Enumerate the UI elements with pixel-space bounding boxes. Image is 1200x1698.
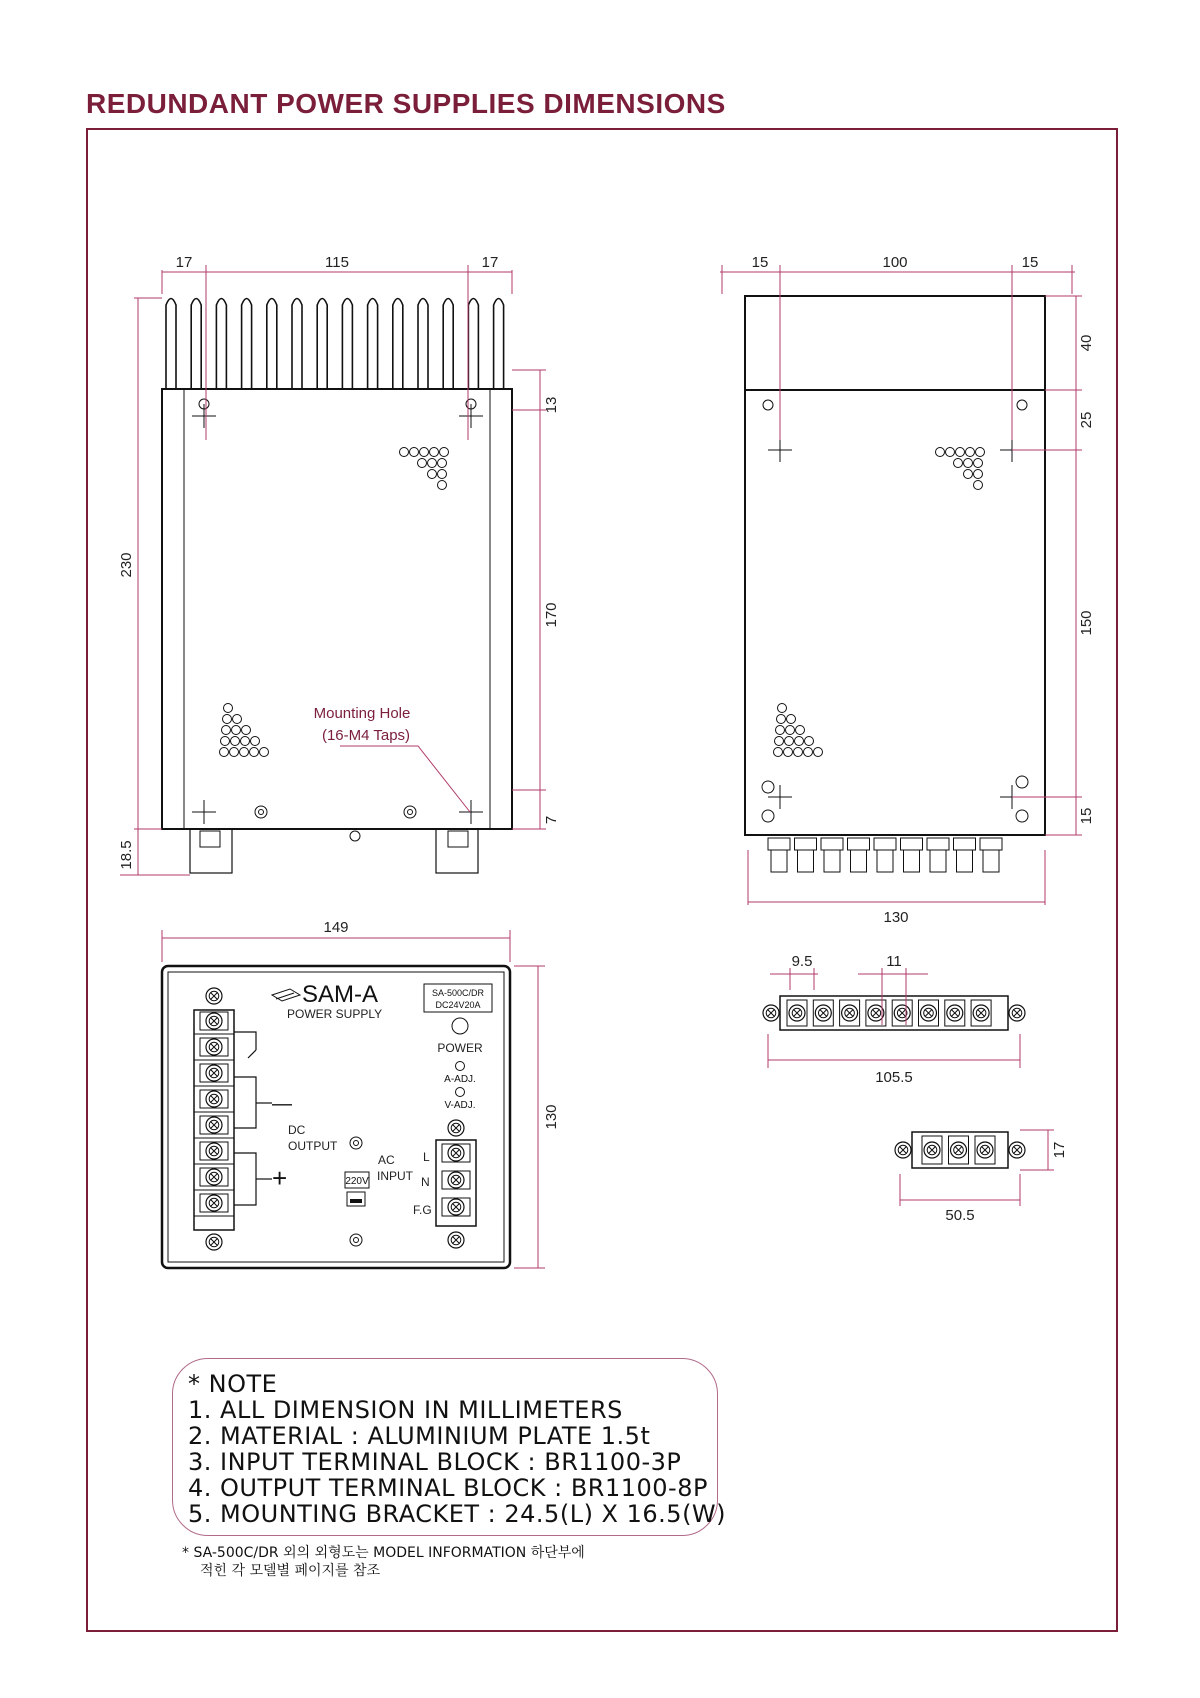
brand-subtitle: POWER SUPPLY (287, 1007, 383, 1021)
terminal-l-label: L (423, 1150, 430, 1164)
dc-output-terminal-block (194, 988, 234, 1250)
footnote-line-2: 적힌 각 모델별 페이지를 참조 (200, 1563, 381, 1579)
side-view (720, 254, 1095, 926)
dim-17-terminal: 17 (1051, 1141, 1068, 1159)
model-label: SA-500C/DR (431, 988, 485, 998)
dim-40: 40 (1078, 334, 1095, 352)
dim-15-left: 15 (751, 254, 769, 271)
terminal-block-3p (895, 1130, 1068, 1224)
dim-11: 11 (886, 953, 902, 970)
page-title: REDUNDANT POWER SUPPLIES DIMENSIONS (86, 88, 726, 119)
power-label: POWER (437, 1041, 483, 1055)
brand-name: SAM-A (302, 981, 379, 1008)
side-terminal-block (768, 838, 1002, 872)
terminal-n-label: N (421, 1175, 430, 1189)
heatsink-fins (166, 299, 504, 390)
terminal-block-8p (763, 953, 1025, 1086)
front-view (118, 254, 560, 875)
panel-view (162, 919, 560, 1268)
dim-9-5: 9.5 (791, 953, 813, 970)
dim-100: 100 (882, 254, 908, 271)
plus-sign: + (272, 1163, 288, 1193)
side-dimensions (720, 265, 1082, 905)
note-item-1: 1. ALL DIMENSION IN MILLIMETERS (188, 1396, 623, 1424)
dim-50-5: 50.5 (945, 1207, 975, 1224)
side-vent-holes (774, 448, 985, 757)
v-adj-pot-icon[interactable] (456, 1088, 465, 1097)
footnote-line-1: * SA-500C/DR 외의 외형도는 MODEL INFORMATION 하단부에 (182, 1545, 585, 1561)
ac-label: AC (378, 1153, 395, 1167)
dim-130-side: 130 (883, 909, 909, 926)
note-item-3: 3. INPUT TERMINAL BLOCK : BR1100-3P (188, 1448, 682, 1476)
dim-18-5: 18.5 (118, 840, 135, 870)
dim-7: 7 (543, 815, 560, 825)
dim-130-panel: 130 (543, 1104, 560, 1130)
v-adj-label: V-ADJ. (444, 1100, 476, 1111)
dim-170: 170 (543, 602, 560, 628)
dim-149: 149 (323, 919, 349, 936)
dim-17-left: 17 (175, 254, 193, 271)
rating-label: DC24V20A (435, 1000, 481, 1010)
dim-150: 150 (1078, 610, 1095, 636)
note-item-4: 4. OUTPUT TERMINAL BLOCK : BR1100-8P (188, 1474, 708, 1502)
dim-15-right: 15 (1021, 254, 1039, 271)
dc-label: DC (288, 1123, 306, 1137)
a-adj-pot-icon[interactable] (456, 1062, 465, 1071)
dim-105-5: 105.5 (875, 1069, 913, 1086)
terminal-block-3p-drawing (895, 1132, 1025, 1168)
voltage-label: 220V (345, 1176, 369, 1187)
sam-a-logo (272, 989, 300, 1001)
input-label: INPUT (377, 1169, 413, 1183)
callout-m4-taps: (16-M4 Taps) (321, 727, 411, 744)
dim-25: 25 (1078, 411, 1095, 429)
output-label: OUTPUT (288, 1139, 338, 1153)
dim-115: 115 (325, 254, 349, 271)
note-item-5: 5. MOUNTING BRACKET : 24.5(L) X 16.5(W) (188, 1500, 727, 1528)
dim-17-right: 17 (481, 254, 499, 271)
minus-sign: — (272, 1093, 292, 1115)
note-item-2: 2. MATERIAL : ALUMINIUM PLATE 1.5t (188, 1422, 651, 1450)
a-adj-label: A-ADJ. (444, 1074, 476, 1085)
ac-input-terminal-block (436, 1120, 476, 1248)
dim-13: 13 (543, 396, 560, 414)
terminal-fg-label: F.G (413, 1203, 432, 1217)
power-led-icon (452, 1018, 468, 1034)
dim-15-bottom: 15 (1078, 807, 1095, 825)
notes-header: * NOTE (188, 1370, 278, 1398)
terminal-block-8p-drawing (763, 996, 1025, 1030)
side-mounting-markers (768, 438, 1024, 809)
callout-mounting-hole: Mounting Hole (313, 705, 411, 722)
dim-230: 230 (118, 552, 135, 578)
